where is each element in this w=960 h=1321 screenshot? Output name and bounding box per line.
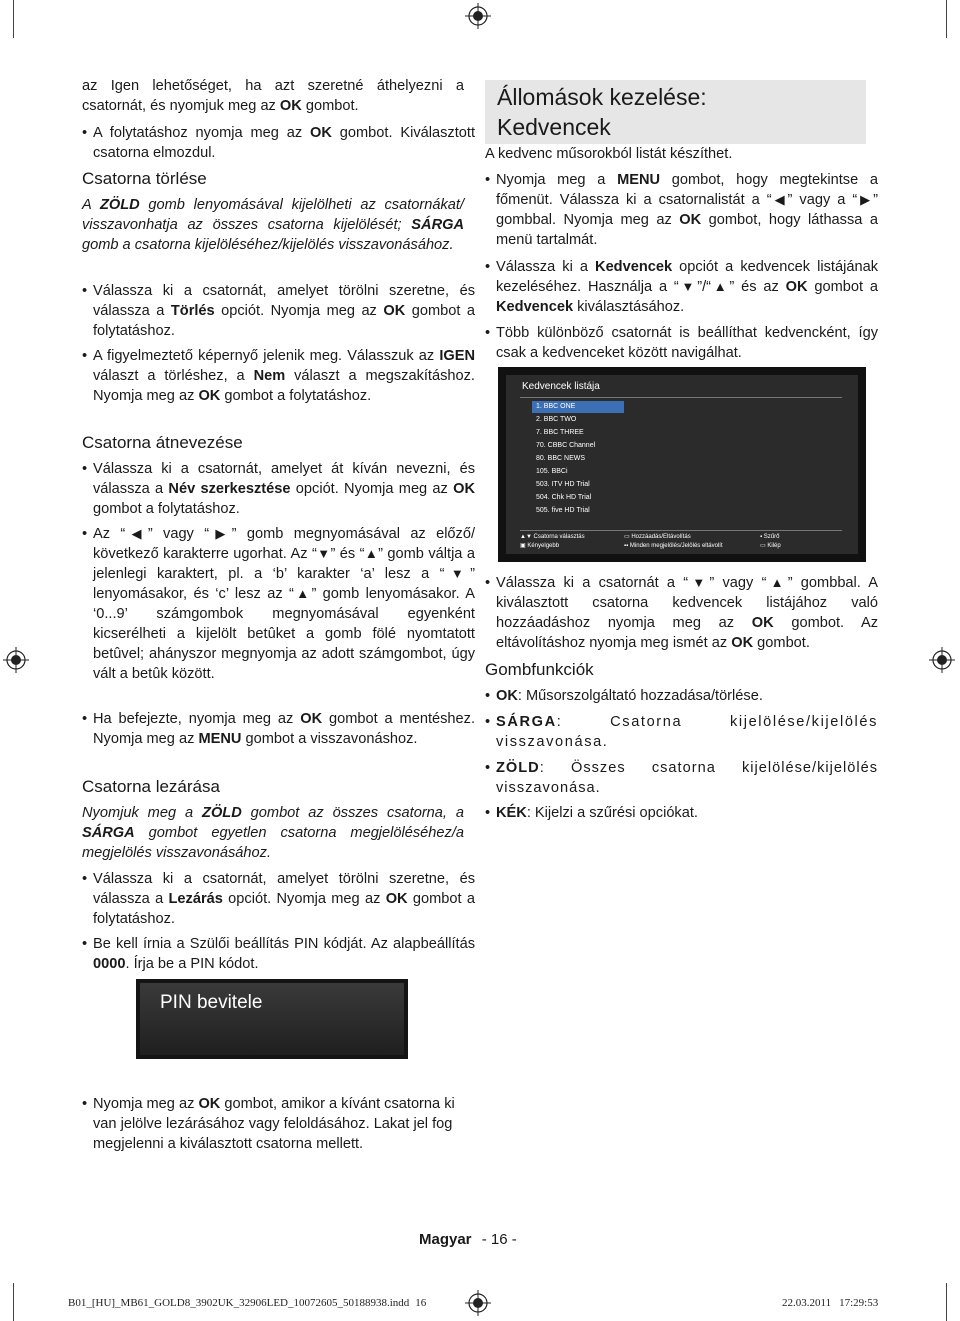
edit-name-option: Név szerkesztése bbox=[168, 481, 291, 497]
text: Szűrő bbox=[763, 534, 780, 540]
right-arrow-icon: ▶ bbox=[857, 192, 874, 207]
print-file-name bbox=[68, 1297, 426, 1309]
legend-item bbox=[760, 533, 781, 542]
button-function-green bbox=[485, 758, 878, 798]
divider bbox=[520, 530, 842, 531]
bullet-lock-3 bbox=[82, 1094, 475, 1154]
text: Ha befejezte, nyomja meg az bbox=[93, 711, 301, 727]
text: Válassza ki a csatornát, amelyet törölni szeretne, és válassza a bbox=[93, 871, 475, 907]
bullet-rename-1 bbox=[82, 459, 475, 519]
divider bbox=[520, 397, 842, 398]
text: ” gombbal. Nyomja meg az bbox=[496, 192, 879, 228]
yellow-label: SÁRGA bbox=[411, 217, 464, 233]
channel-row[interactable]: 2. BBC TWO bbox=[536, 416, 577, 423]
text: A bbox=[82, 197, 100, 213]
legend-middle bbox=[624, 533, 723, 551]
text: Be kell írnia a Szülői beállítás PIN kódját. Az alapbeállítás bbox=[93, 936, 475, 952]
bullet-lock-1 bbox=[82, 869, 475, 929]
page-number: - 16 - bbox=[481, 1231, 517, 1248]
ok-label: OK bbox=[679, 212, 702, 228]
button-function-ok bbox=[485, 686, 878, 706]
page-footer bbox=[419, 1231, 517, 1248]
crop-mark bbox=[13, 0, 14, 38]
text: A folytatáshoz nyomja meg az bbox=[93, 125, 311, 141]
text: ” vagy “ bbox=[709, 575, 767, 591]
ok-label: OK bbox=[453, 481, 475, 497]
ok-label: OK bbox=[300, 711, 323, 727]
legend-right bbox=[760, 533, 781, 551]
bullet-rename-2 bbox=[82, 524, 475, 684]
blue-label: KÉK bbox=[496, 805, 527, 821]
registration-mark-top-icon bbox=[465, 3, 491, 29]
text: opciót. Nyomja meg az bbox=[290, 481, 454, 497]
ok-label: OK bbox=[383, 303, 406, 319]
channel-row[interactable]: 1. BBC ONE bbox=[536, 403, 576, 410]
menu-label: MENU bbox=[617, 172, 661, 188]
text: Válassza ki a csatornát, amelyet át kíván nevezni, és válassza a bbox=[93, 461, 475, 497]
bullet-delete-2 bbox=[82, 346, 475, 406]
left-arrow-icon: ◀ bbox=[771, 192, 788, 207]
text: Kilép bbox=[767, 543, 781, 549]
page-icon: ▣ bbox=[520, 543, 528, 549]
legend-left bbox=[520, 533, 585, 551]
default-pin: 0000 bbox=[93, 956, 126, 972]
text: Nyomja meg az bbox=[93, 1096, 199, 1112]
favorites-option: Kedvencek bbox=[496, 299, 574, 315]
up-arrow-icon: ▲ bbox=[293, 586, 312, 601]
legend-item bbox=[624, 542, 723, 551]
down-arrow-icon: ▼ bbox=[316, 546, 331, 561]
legend-item bbox=[624, 533, 723, 542]
green-label: ZÖLD bbox=[99, 197, 140, 213]
text: Válassza ki a bbox=[496, 259, 596, 275]
green-label: ZÖLD bbox=[202, 805, 242, 821]
text: . Írja be a PIN kódot. bbox=[125, 956, 259, 972]
up-arrow-icon: ▲ bbox=[364, 546, 379, 561]
text: gombot a bbox=[807, 279, 878, 295]
heading-lock: Csatorna lezárása bbox=[82, 777, 220, 796]
text: ” vagy “ bbox=[147, 526, 210, 542]
text: ” lenyomásakor, és ‘c’ lesz az “ bbox=[93, 566, 475, 602]
yes-label: IGEN bbox=[439, 348, 475, 364]
down-arrow-icon: ▼ bbox=[678, 279, 698, 294]
ok-label: OK bbox=[310, 125, 332, 141]
lock-option: Lezárás bbox=[168, 891, 223, 907]
text: 17:29:53 bbox=[839, 1297, 879, 1309]
text: az Igen lehetőséget, ha azt szeretné áthelyezni a csatornát, és nyomjuk meg az bbox=[82, 78, 464, 114]
heading-delete: Csatorna törlése bbox=[82, 169, 207, 188]
left-arrow-icon: ◀ bbox=[125, 526, 148, 541]
menu-key-icon: ▭ bbox=[760, 543, 768, 549]
registration-mark-left-icon bbox=[3, 647, 29, 673]
text: gomb lenyomásával kijelölheti az csatornákat/ visszavonhatja az összes csatorna kijelölését; bbox=[82, 197, 465, 233]
bullet-fav-4 bbox=[485, 573, 878, 653]
text: B01_[HU]_MB61_GOLD8_3902UK_32906LED_10072605_50188938.indd bbox=[68, 1297, 410, 1309]
ok-label: OK bbox=[385, 891, 408, 907]
pin-title: PIN bevitele bbox=[160, 992, 263, 1013]
text: ” gombbal. A kiválasztott csatorna kedvencek listájához való hozzáadáshoz nyomja meg az bbox=[496, 575, 879, 631]
bullet-continue bbox=[82, 123, 475, 163]
favorites-panel bbox=[506, 375, 858, 554]
text: kiválasztásához. bbox=[573, 299, 685, 315]
text: : Csatorna kijelölése/kijelölés visszavonása. bbox=[496, 714, 878, 750]
bullet-rename-3 bbox=[82, 709, 475, 749]
bullet-fav-1 bbox=[485, 170, 878, 250]
text: Válassza ki a csatornát a “ bbox=[496, 575, 689, 591]
ok-label: OK bbox=[279, 98, 302, 114]
text: ” gomb váltja a jelenlegi karaktert, pl. a ‘b’ karakter ‘a’ lesz a “ bbox=[93, 546, 475, 582]
ok-label: OK bbox=[785, 279, 808, 295]
text: Kényelgebb bbox=[527, 543, 560, 549]
text: ” vagy a “ bbox=[787, 192, 858, 208]
down-arrow-icon: ▼ bbox=[444, 566, 471, 581]
text: 22.03.2011 bbox=[782, 1297, 832, 1309]
text: gombot. bbox=[753, 635, 810, 651]
text: gombot a visszavonáshoz. bbox=[241, 731, 418, 747]
heading-button-functions: Gombfunkciók bbox=[485, 660, 594, 679]
text: Az “ bbox=[93, 526, 126, 542]
text: gombot a folytatáshoz. bbox=[93, 891, 475, 927]
text: opciót. Nyomja meg az bbox=[222, 891, 386, 907]
print-timestamp bbox=[782, 1297, 878, 1309]
ok-label: OK bbox=[731, 635, 754, 651]
ok-key-icon: ▭ bbox=[624, 534, 632, 540]
ok-label: OK bbox=[198, 1096, 221, 1112]
delete-option: Törlés bbox=[170, 303, 215, 319]
text: gombot a mentéshez. Nyomja meg az bbox=[93, 711, 475, 747]
text: ” gomb megnyomásával az előző/ következő karakterre ugorhat. Az “ bbox=[93, 526, 476, 562]
down-arrow-icon: ▼ bbox=[688, 575, 710, 590]
ok-label: OK bbox=[751, 615, 774, 631]
text: Válassza ki a csatornát, amelyet törölni szeretne, és válassza a bbox=[93, 283, 475, 319]
favorites-screenshot bbox=[498, 367, 866, 562]
menu-label: MENU bbox=[198, 731, 242, 747]
bullet-fav-3: • Több különböző csatornát is beállíthat kedvencként, így csak a kedvenceket között navigálhat. bbox=[485, 323, 878, 363]
text: gombot a folytatáshoz. bbox=[93, 501, 240, 517]
up-arrow-icon: ▲ bbox=[766, 575, 788, 590]
favorites-intro: A kedvenc műsorokból listát készíthet. bbox=[485, 146, 733, 162]
text: opciót. Nyomja meg az bbox=[214, 303, 384, 319]
channel-row[interactable]: 105. BBCi bbox=[536, 468, 568, 475]
ok-label: OK bbox=[198, 388, 221, 404]
text: gombot a folytatáshoz. bbox=[93, 303, 475, 339]
text: : Műsorszolgáltató hozzadása/törlése. bbox=[517, 688, 763, 704]
blue-key-icon: ▪ bbox=[760, 534, 764, 540]
text: Csatorna választás bbox=[533, 534, 585, 540]
text: Minden megjelölés/Jelölés eltávolít bbox=[629, 543, 723, 549]
text: gombot. Kiválasztott csatorna elmozdul. bbox=[93, 125, 475, 161]
channel-row[interactable]: 80. BBC NEWS bbox=[536, 455, 586, 462]
text: : Összes csatorna kijelölése/kijelölés visszavonása. bbox=[496, 760, 878, 796]
registration-mark-bottom-icon bbox=[465, 1290, 491, 1316]
text: : Kijelzi a szűrési opciókat. bbox=[526, 805, 698, 821]
text: Nyomja meg a bbox=[496, 172, 618, 188]
legend-item bbox=[520, 533, 585, 542]
text: 16 bbox=[415, 1297, 427, 1309]
pin-entry-screenshot bbox=[136, 979, 408, 1059]
delete-paragraph bbox=[82, 195, 464, 255]
text: gomb a csatorna kijelöléséhez/kijelölés visszavonásához. bbox=[82, 237, 454, 253]
crop-mark bbox=[946, 1283, 947, 1321]
legend-item bbox=[520, 542, 585, 551]
channel-row[interactable]: 505. five HD Trial bbox=[536, 507, 590, 514]
registration-mark-right-icon bbox=[929, 647, 955, 673]
text: választ a törléshez, a bbox=[93, 368, 254, 384]
no-label: Nem bbox=[253, 368, 286, 384]
text: Hozzáadás/Eltávolítás bbox=[631, 534, 691, 540]
section-title-line1: Állomások kezelése: bbox=[497, 84, 707, 110]
channel-row[interactable]: 503. ITV HD Trial bbox=[536, 481, 590, 488]
text: gombot, hogy láthassa a menü tartalmát. bbox=[496, 212, 878, 248]
section-title-line2: Kedvencek bbox=[497, 114, 611, 140]
text: ” és az bbox=[729, 279, 786, 295]
text: ”/“ bbox=[697, 279, 711, 295]
section-title-box bbox=[485, 80, 866, 144]
crop-mark bbox=[13, 1283, 14, 1321]
text: gombot, hogy megtekintse a főmenüt. Válassza ki a csatornalistát a “ bbox=[496, 172, 878, 208]
yellow-label: SÁRGA bbox=[496, 714, 557, 730]
button-function-yellow bbox=[485, 712, 878, 752]
text: ” és “ bbox=[330, 546, 365, 562]
favorites-option: Kedvencek bbox=[595, 259, 673, 275]
channel-row[interactable]: 7. BBC THREE bbox=[536, 429, 584, 436]
up-arrow-icon: ▲ bbox=[710, 279, 730, 294]
intro-paragraph bbox=[82, 76, 464, 116]
bullet-lock-2 bbox=[82, 934, 475, 974]
arrows-icon: ▲▼ bbox=[520, 534, 534, 540]
right-arrow-icon: ▶ bbox=[209, 526, 232, 541]
text: gombot egyetlen csatorna megjelöléséhez/a megjelölés visszavonásához. bbox=[82, 825, 464, 861]
favorites-list-title: Kedvencek listája bbox=[522, 381, 600, 392]
green-label: ZÖLD bbox=[496, 760, 540, 776]
text: opciót a kedvencek listájának kezeléséhez. Használja a “ bbox=[496, 259, 878, 295]
text: ” gomb lenyomásakor. A ‘0...9’ számgombok megnyomásával egyenként kicserélheti a kijelölt betûket a gomb fölé nyomtatott betûvel; ahányszor megnyomja az adott számgombot, úgy vált a betûk között. bbox=[93, 586, 475, 682]
text: gombot. bbox=[301, 98, 359, 114]
text: gombot, amikor a kívánt csatorna ki van jelölve lezárásához vagy feloldásához. Lakat jel fog megjelenni a kiválasztott csatorna mellett. bbox=[93, 1096, 455, 1152]
language-label: Magyar bbox=[419, 1231, 472, 1248]
channel-row[interactable]: 70. CBBC Channel bbox=[536, 442, 596, 449]
heading-rename: Csatorna átnevezése bbox=[82, 433, 243, 452]
text: A figyelmeztető képernyő jelenik meg. Válasszuk az bbox=[93, 348, 440, 364]
crop-mark bbox=[946, 0, 947, 38]
ok-label: OK bbox=[496, 688, 518, 704]
text: Nyomjuk meg a bbox=[82, 805, 203, 821]
text: gombot az összes csatorna, a bbox=[241, 805, 464, 821]
bullet-fav-2 bbox=[485, 257, 878, 317]
text: választ a megszakításhoz. Nyomja meg az bbox=[93, 368, 475, 404]
button-function-blue bbox=[485, 803, 878, 823]
legend-item bbox=[760, 542, 781, 551]
bullet-delete-1 bbox=[82, 281, 475, 341]
lock-paragraph bbox=[82, 803, 464, 863]
text: gombot. Az eltávolításhoz nyomja meg ismét az bbox=[496, 615, 878, 651]
color-key-icon: ▪▪ bbox=[624, 543, 630, 549]
yellow-label: SÁRGA bbox=[82, 825, 135, 841]
text: gombot a folytatáshoz. bbox=[220, 388, 372, 404]
channel-row[interactable]: 504. Chk HD Trial bbox=[536, 494, 592, 501]
